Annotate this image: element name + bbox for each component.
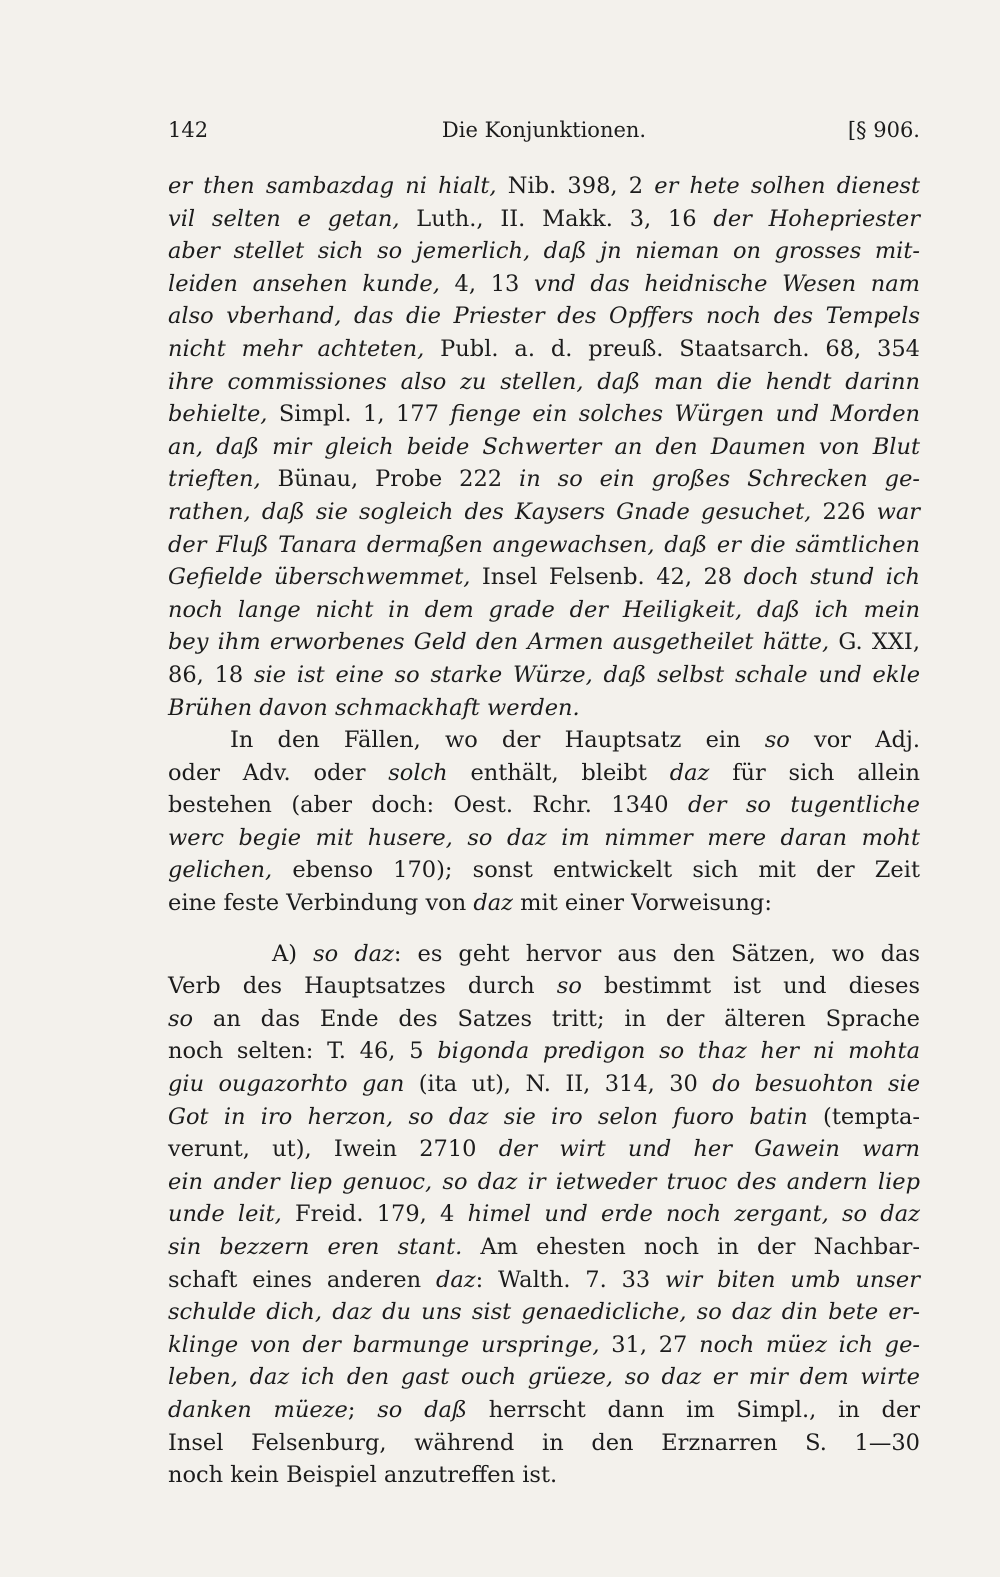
text-line: Gefielde überschwemmet, Insel Felsenb. 42, 28 doch stund ich [168, 564, 920, 591]
text-line: schulde dich, daz du uns sist genaedicliche, so daz din bete er- [168, 1299, 920, 1326]
text-line: Got in iro herzon, so daz sie iro selon fuoro batin (tempta- [168, 1103, 920, 1130]
text-line: bestehen (aber doch: Oest. Rchr. 1340 der so tugentliche [168, 792, 920, 819]
text-line: Brühen davon schmackhaft werden. [168, 694, 580, 721]
text-line: noch lange nicht in dem grade der Heiligkeit, daß ich mein [168, 596, 920, 623]
text-line: oder Adv. oder solch enthält, bleibt daz für sich allein [168, 759, 920, 786]
text-line: also vberhand, das die Priester des Opffers noch des Tempels [168, 303, 920, 330]
text-line: der Fluß Tanara dermaßen angewachsen, daß er die sämtlichen [168, 531, 920, 558]
text-line: unde leit, Freid. 179, 4 himel und erde noch zergant, so daz [168, 1201, 920, 1228]
text-line: vil selten e getan, Luth., II. Makk. 3, 16 der Hohepriester [168, 205, 920, 232]
text-line: rathen, daß sie sogleich des Kaysers Gnade gesuchet, 226 war [168, 498, 920, 525]
running-header [168, 112, 920, 148]
paragraph-start-line: A) so daz: es geht hervor aus den Sätzen, wo das [272, 940, 921, 967]
text-line: sin bezzern eren stant. Am ehesten noch in der Nachbar- [168, 1234, 920, 1260]
text-line: bey ihm erworbenes Geld den Armen ausgetheilet hätte, G. XXI, [168, 629, 920, 656]
text-line: leben, daz ich den gast ouch grüeze, so daz er mir dem wirte [168, 1364, 920, 1391]
page-body [168, 170, 920, 1492]
text-line: verunt, ut), Iwein 2710 der wirt und her Gawein warn [168, 1136, 920, 1163]
text-line: klinge von der barmunge urspringe, 31, 27 noch müez ich ge- [168, 1331, 920, 1358]
text-line: behielte, Simpl. 1, 177 fienge ein solches Würgen und Morden [168, 401, 920, 428]
text-line: nicht mehr achteten, Publ. a. d. preuß. Staatsarch. 68, 354 [168, 335, 920, 362]
text-line: noch kein Beispiel anzutreffen ist. [168, 1462, 558, 1489]
text-line: ihre commissiones also zu stellen, daß man die hendt darinn [168, 368, 920, 395]
text-line: noch selten: T. 46, 5 bigonda predigon so thaz her ni mohta [168, 1038, 920, 1065]
text-line: 86, 18 sie ist eine so starke Würze, daß selbst schale und ekle [168, 661, 921, 688]
text-line: gelichen, ebenso 170); sonst entwickelt sich mit der Zeit [168, 857, 920, 884]
text-line: Insel Felsenburg, während in den Erznarren S. 1—30 [168, 1429, 920, 1456]
text-line: werc begie mit husere, so daz im nimmer mere daran moht [168, 824, 920, 851]
page-number: 142 [168, 118, 209, 142]
text-line: giu ougazorhto gan (ita ut), N. II, 314, 30 do besuohton sie [168, 1071, 921, 1098]
chapter-title: Die Konjunktionen. [441, 118, 647, 142]
text-line: so an das Ende des Satzes tritt; in der älteren Sprache [168, 1005, 920, 1032]
text-line: danken müeze; so daß herrscht dann im Simpl., in der [168, 1396, 921, 1423]
text-line: er then sambazdag ni hialt, Nib. 398, 2 er hete solhen dienest [168, 173, 921, 199]
section-number: [§ 906. [847, 118, 920, 142]
text-line: aber stellet sich so jemerlich, daß jn nieman on grosses mit- [168, 238, 920, 265]
text-line: Verb des Hauptsatzes durch so bestimmt ist und dieses [168, 973, 920, 1000]
text-line: leiden ansehen kunde, 4, 13 vnd das heidnische Wesen nam [168, 270, 921, 297]
text-line: eine feste Verbindung von daz mit einer Vorweisung: [168, 890, 772, 917]
paragraph-gap [168, 920, 920, 938]
text-line: schaft eines anderen daz: Walth. 7. 33 wir biten umb unser [168, 1266, 920, 1293]
text-line: ein ander liep genuoc, so daz ir ietweder truoc des andern liep [168, 1168, 920, 1195]
paragraph-start-line: In den Fällen, wo der Hauptsatz ein so vor Adj. [230, 727, 920, 754]
text-line: an, daß mir gleich beide Schwerter an den Daumen von Blut [168, 433, 920, 460]
text-line: trieften, Bünau, Probe 222 in so ein großes Schrecken ge- [168, 466, 920, 493]
